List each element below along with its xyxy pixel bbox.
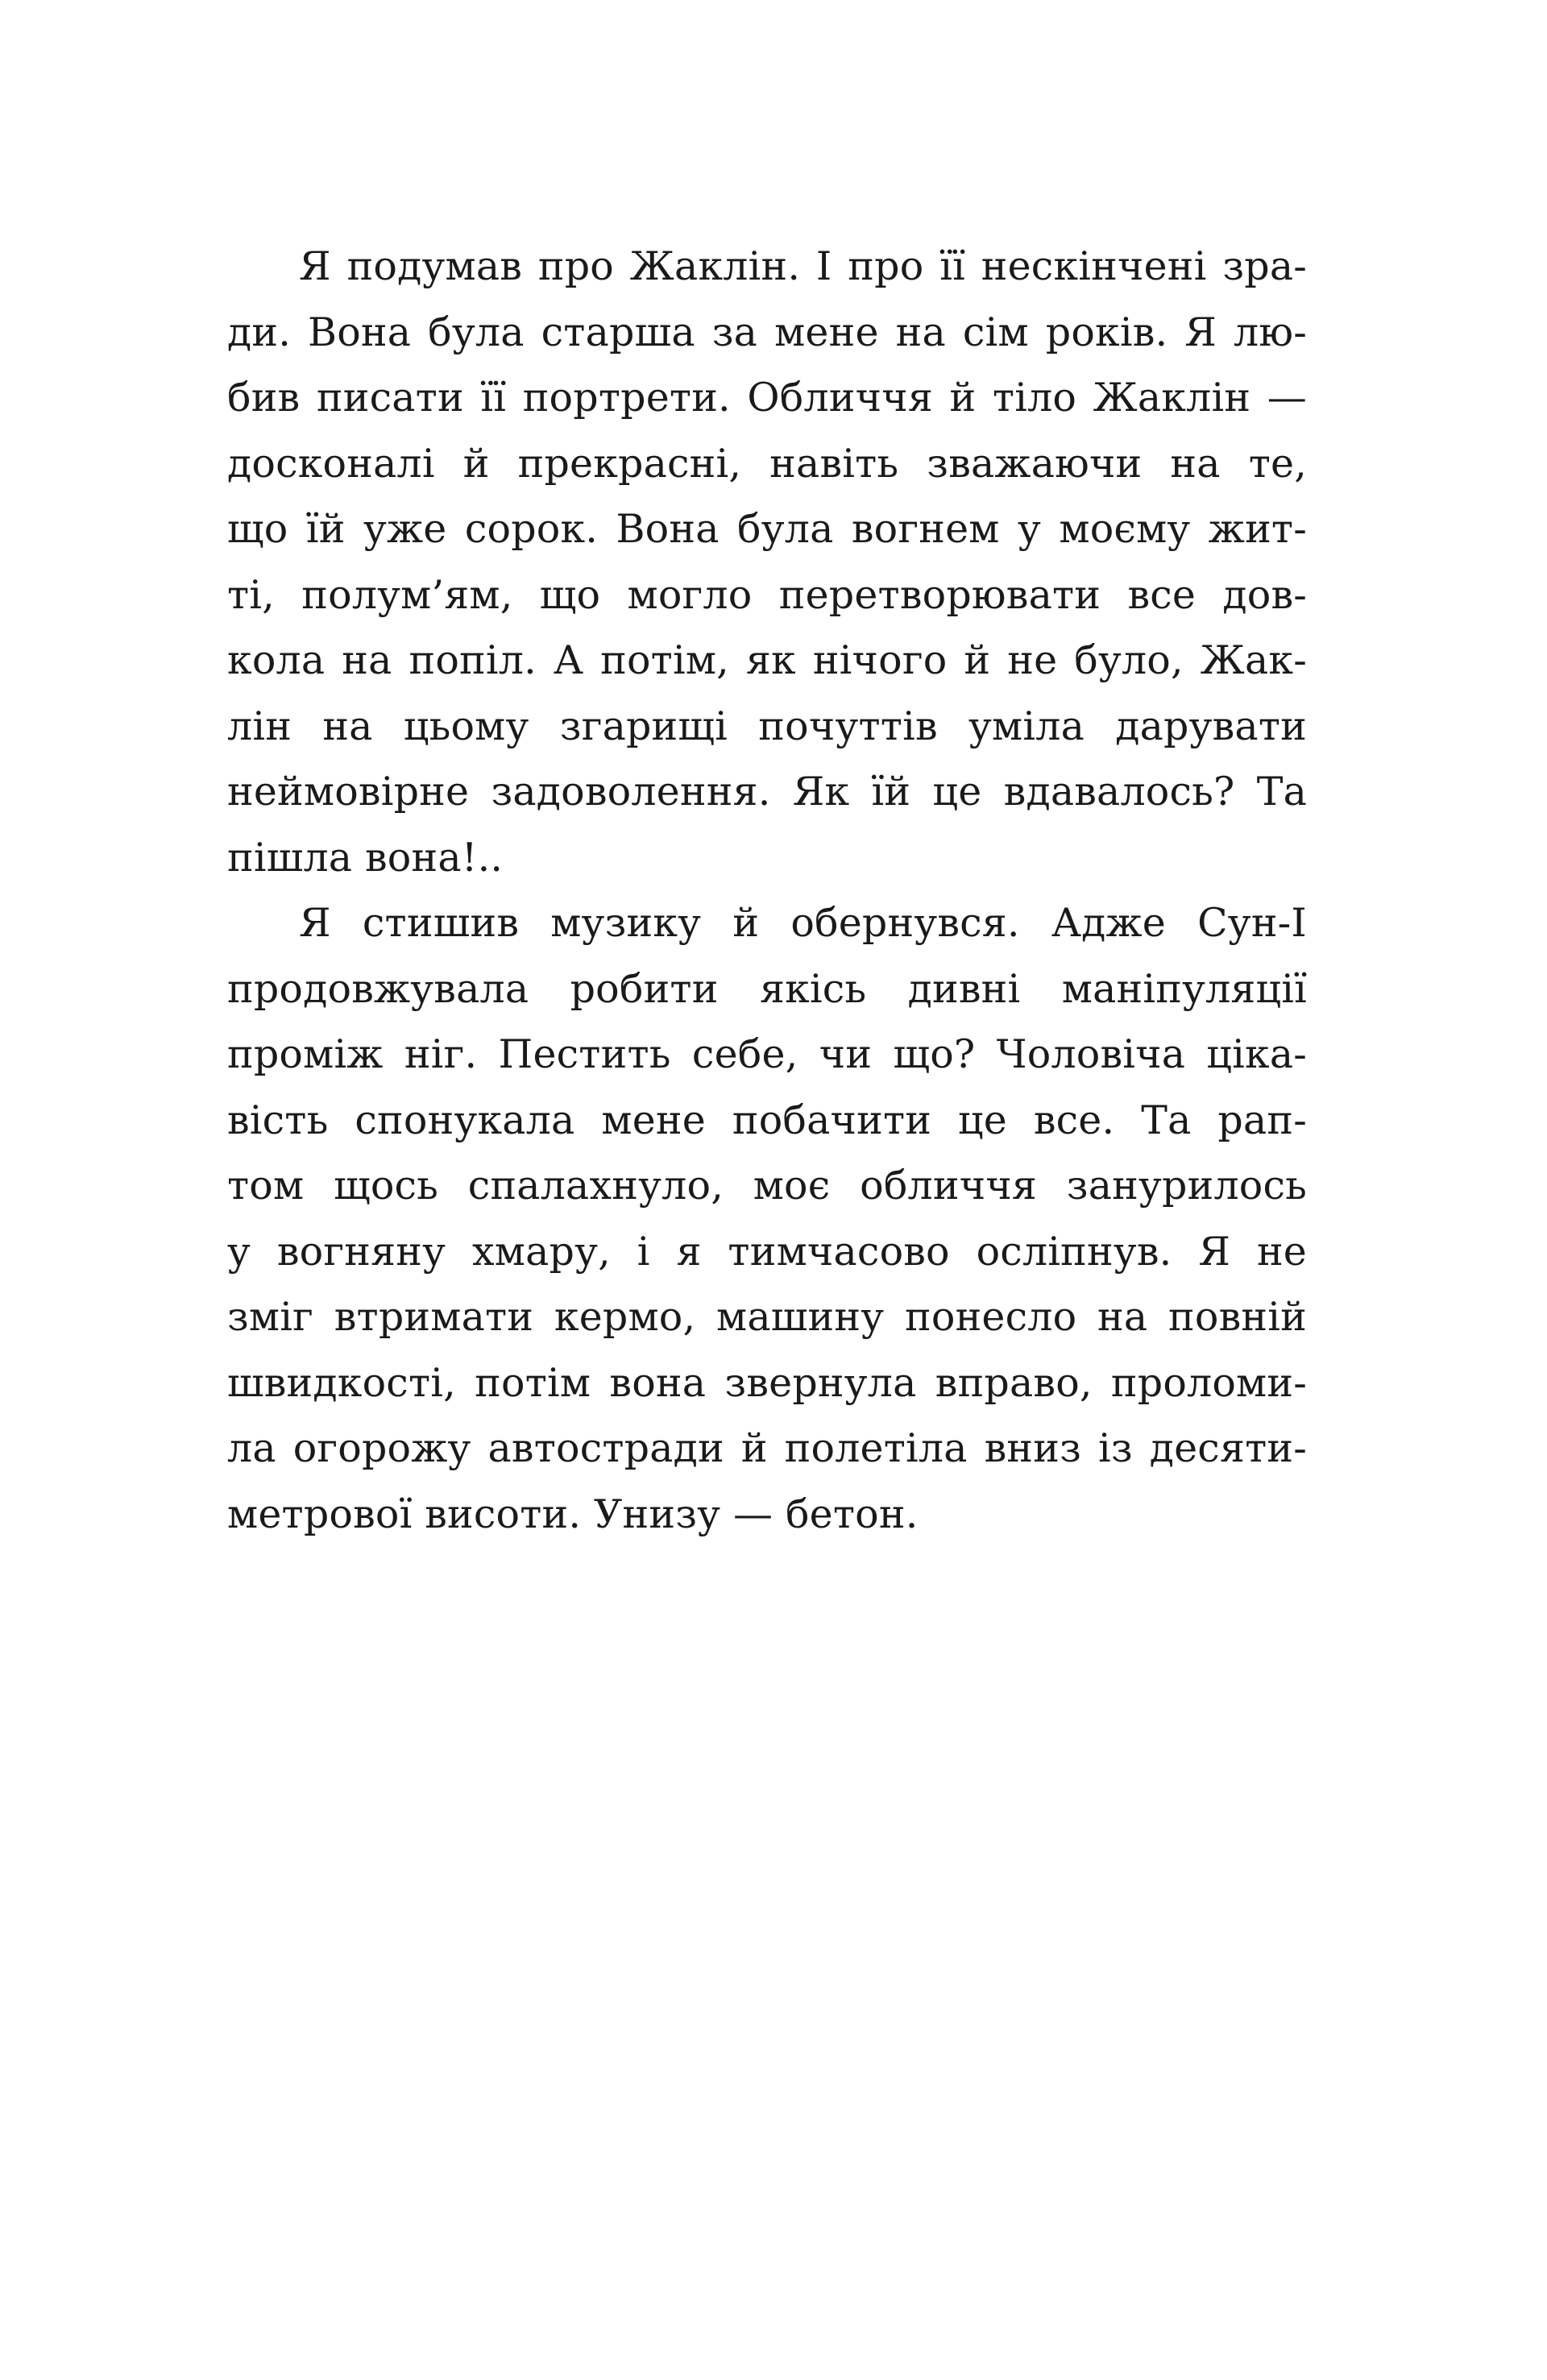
text-line: зміг втримати кермо, машину понесло на повній bbox=[227, 1294, 1307, 1340]
text-line: продовжувала робити якісь дивні маніпуляції bbox=[227, 965, 1307, 1012]
text-line: бив писати її портрети. Обличчя й тіло Жаклін — bbox=[227, 375, 1307, 421]
text-line: Я подумав про Жаклін. І про її нескінчені зра- bbox=[299, 243, 1307, 289]
text-line: досконалі й прекрасні, навіть зважаючи на те, bbox=[227, 440, 1307, 487]
text-line: проміж ніг. Пестить себе, чи що? Чоловіча ціка- bbox=[227, 1031, 1307, 1077]
text-line: лін на цьому згарищі почуттів уміла дарувати bbox=[227, 703, 1307, 749]
text-line: ті, полум’ям, що могло перетворювати все дов- bbox=[227, 571, 1307, 618]
text-line: ди. Вона була старша за мене на сім років. Я лю- bbox=[227, 309, 1307, 355]
text-line: кола на попіл. А потім, як нічого й не було, Жак- bbox=[227, 637, 1307, 683]
text-line: Я стишив музику й обернувся. Адже Сун-І bbox=[299, 900, 1307, 946]
text-line: у вогняну хмару, і я тимчасово осліпнув. Я не bbox=[227, 1228, 1307, 1275]
body-text bbox=[227, 234, 1307, 1547]
text-line: неймовірне задоволення. Як їй це вдавалось? Та bbox=[227, 769, 1307, 815]
text-line: том щось спалахнуло, моє обличчя занурилось bbox=[227, 1163, 1307, 1209]
text-line: швидкості, потім вона звернула вправо, проломи- bbox=[227, 1359, 1307, 1406]
text-line: метрової висоти. Унизу — бетон. bbox=[227, 1491, 919, 1537]
text-line: ла огорожу автостради й полетіла вниз із десяти- bbox=[227, 1425, 1307, 1471]
text-line: пішла вона!.. bbox=[227, 834, 504, 881]
text-line: що їй уже сорок. Вона була вогнем у моєму жит- bbox=[227, 506, 1307, 552]
text-line: вість спонукала мене побачити це все. Та рап- bbox=[227, 1097, 1307, 1143]
